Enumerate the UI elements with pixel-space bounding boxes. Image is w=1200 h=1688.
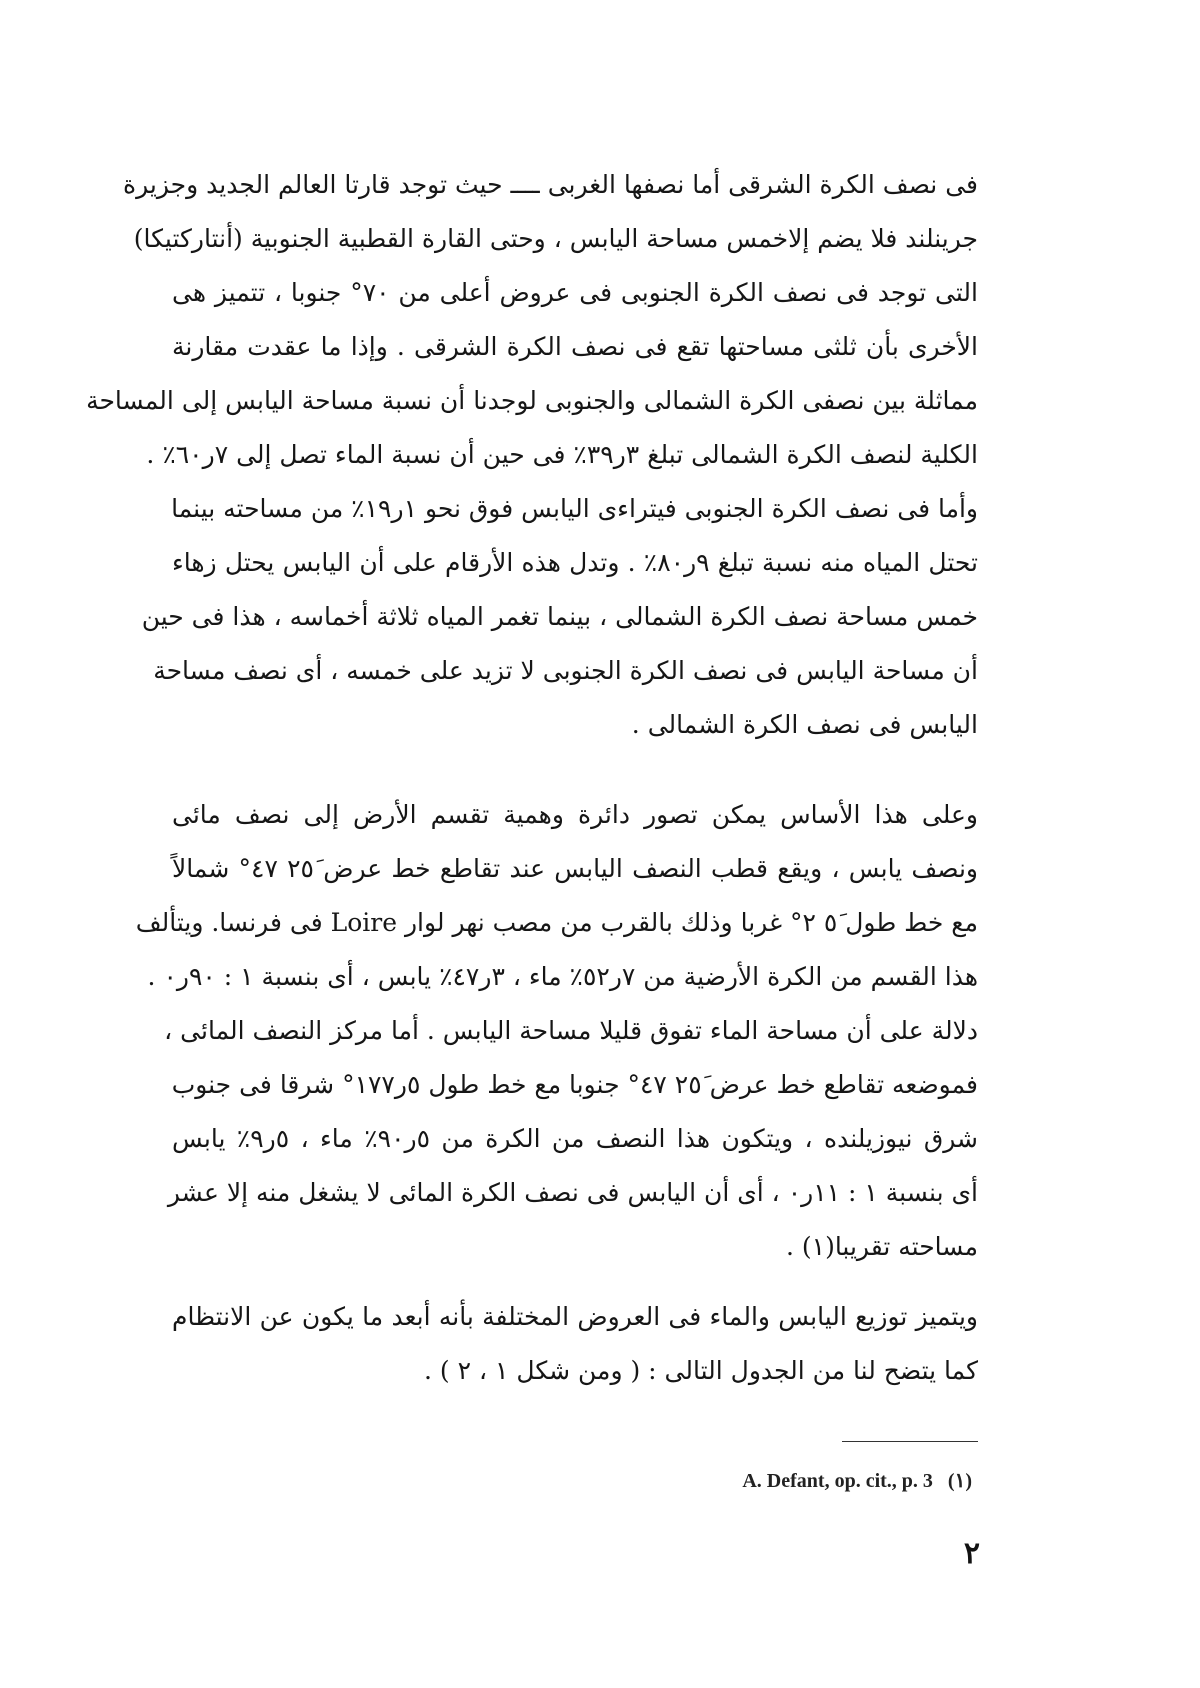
page-number: ٢ [963,1536,980,1571]
text-line: دلالة على أن مساحة الماء تفوق قليلا مساحة اليابس . أما مركز النصف المائى ، [164,1016,978,1045]
text-line: فموضعه تقاطع خط عرض ٢٥َ ٤٧° جنوبا مع خط طول ٥ر١٧٧° شرقا فى جنوب [171,1070,978,1099]
footnote-marker: (١) [947,1470,972,1492]
text-line: الأخرى بأن ثلثى مساحتها تقع فى نصف الكرة الشرقى . وإذا ما عقدت مقارنة [172,332,978,361]
text-line: مساحته تقريبا(١) . [785,1232,978,1261]
text-line: أن مساحة اليابس فى نصف الكرة الجنوبى لا تزيد على خمسه ، أى نصف مساحة [153,656,978,685]
paragraph-latitude-distribution [172,1290,978,1398]
text-line: جرينلند فلا يضم إلاخمس مساحة اليابس ، وحتى القارة القطبية الجنوبية (أنتاركتيكا) [133,224,978,253]
text-line: ويتميز توزيع اليابس والماء فى العروض المختلفة بأنه أبعد ما يكون عن الانتظام [172,1302,978,1331]
text-line: شرق نيوزيلنده ، ويتكون هذا النصف من الكرة من ٥ر٩٠٪ ماء ، ٥ر٩٪ يابس [172,1124,978,1153]
footnote [560,1466,972,1496]
paragraph-land-water-poles [135,788,978,1274]
paragraph-land-water-hemispheres [86,158,978,752]
text-line: خمس مساحة نصف الكرة الشمالى ، بينما تغمر المياه ثلاثة أخماسه ، هذا فى حين [141,602,978,631]
text-line: فى نصف الكرة الشرقى أما نصفها الغربى ــــ حيث توجد قارتا العالم الجديد وجزيرة [123,170,978,199]
footnote-divider [842,1441,978,1442]
text-line: وأما فى نصف الكرة الجنوبى فيتراءى اليابس فوق نحو ١ر١٩٪ من مساحته بينما [171,494,978,523]
text-line: وعلى هذا الأساس يمكن تصور دائرة وهمية تقسم الأرض إلى نصف مائى [172,800,978,829]
text-line: الكلية لنصف الكرة الشمالى تبلغ ٣ر٣٩٪ فى حين أن نسبة الماء تصل إلى ٧ر٦٠٪ . [146,440,978,469]
text-line: مع خط طول ٥َ ٢° غربا وذلك بالقرب من مصب نهر لوار Loire فى فرنسا. ويتألف [135,908,978,937]
text-line: هذا القسم من الكرة الأرضية من ٧ر٥٢٪ ماء ، ٣ر٤٧٪ يابس ، أى بنسبة ١ : ٩٠ر٠ . [147,962,978,991]
footnote-text: A. Defant, op. cit., p. 3 [742,1470,933,1492]
text-line: التى توجد فى نصف الكرة الجنوبى فى عروض أعلى من ٧٠° جنوبا ، تتميز هى [172,278,978,307]
text-line: تحتل المياه منه نسبة تبلغ ٩ر٨٠٪ . وتدل هذه الأرقام على أن اليابس يحتل زهاء [172,548,978,577]
text-line: مماثلة بين نصفى الكرة الشمالى والجنوبى لوجدنا أن نسبة مساحة اليابس إلى المساحة [86,386,978,415]
text-line: كما يتضح لنا من الجدول التالى : ( ومن شكل ١ ، ٢ ) . [424,1356,978,1385]
text-line: اليابس فى نصف الكرة الشمالى . [631,710,978,739]
text-line: ونصف يابس ، ويقع قطب النصف اليابس عند تقاطع خط عرض ٢٥َ ٤٧° شمالاً [172,854,978,883]
text-line: أى بنسبة ١ : ١١ر٠ ، أى أن اليابس فى نصف الكرة المائى لا يشغل منه إلا عشر [167,1178,978,1207]
